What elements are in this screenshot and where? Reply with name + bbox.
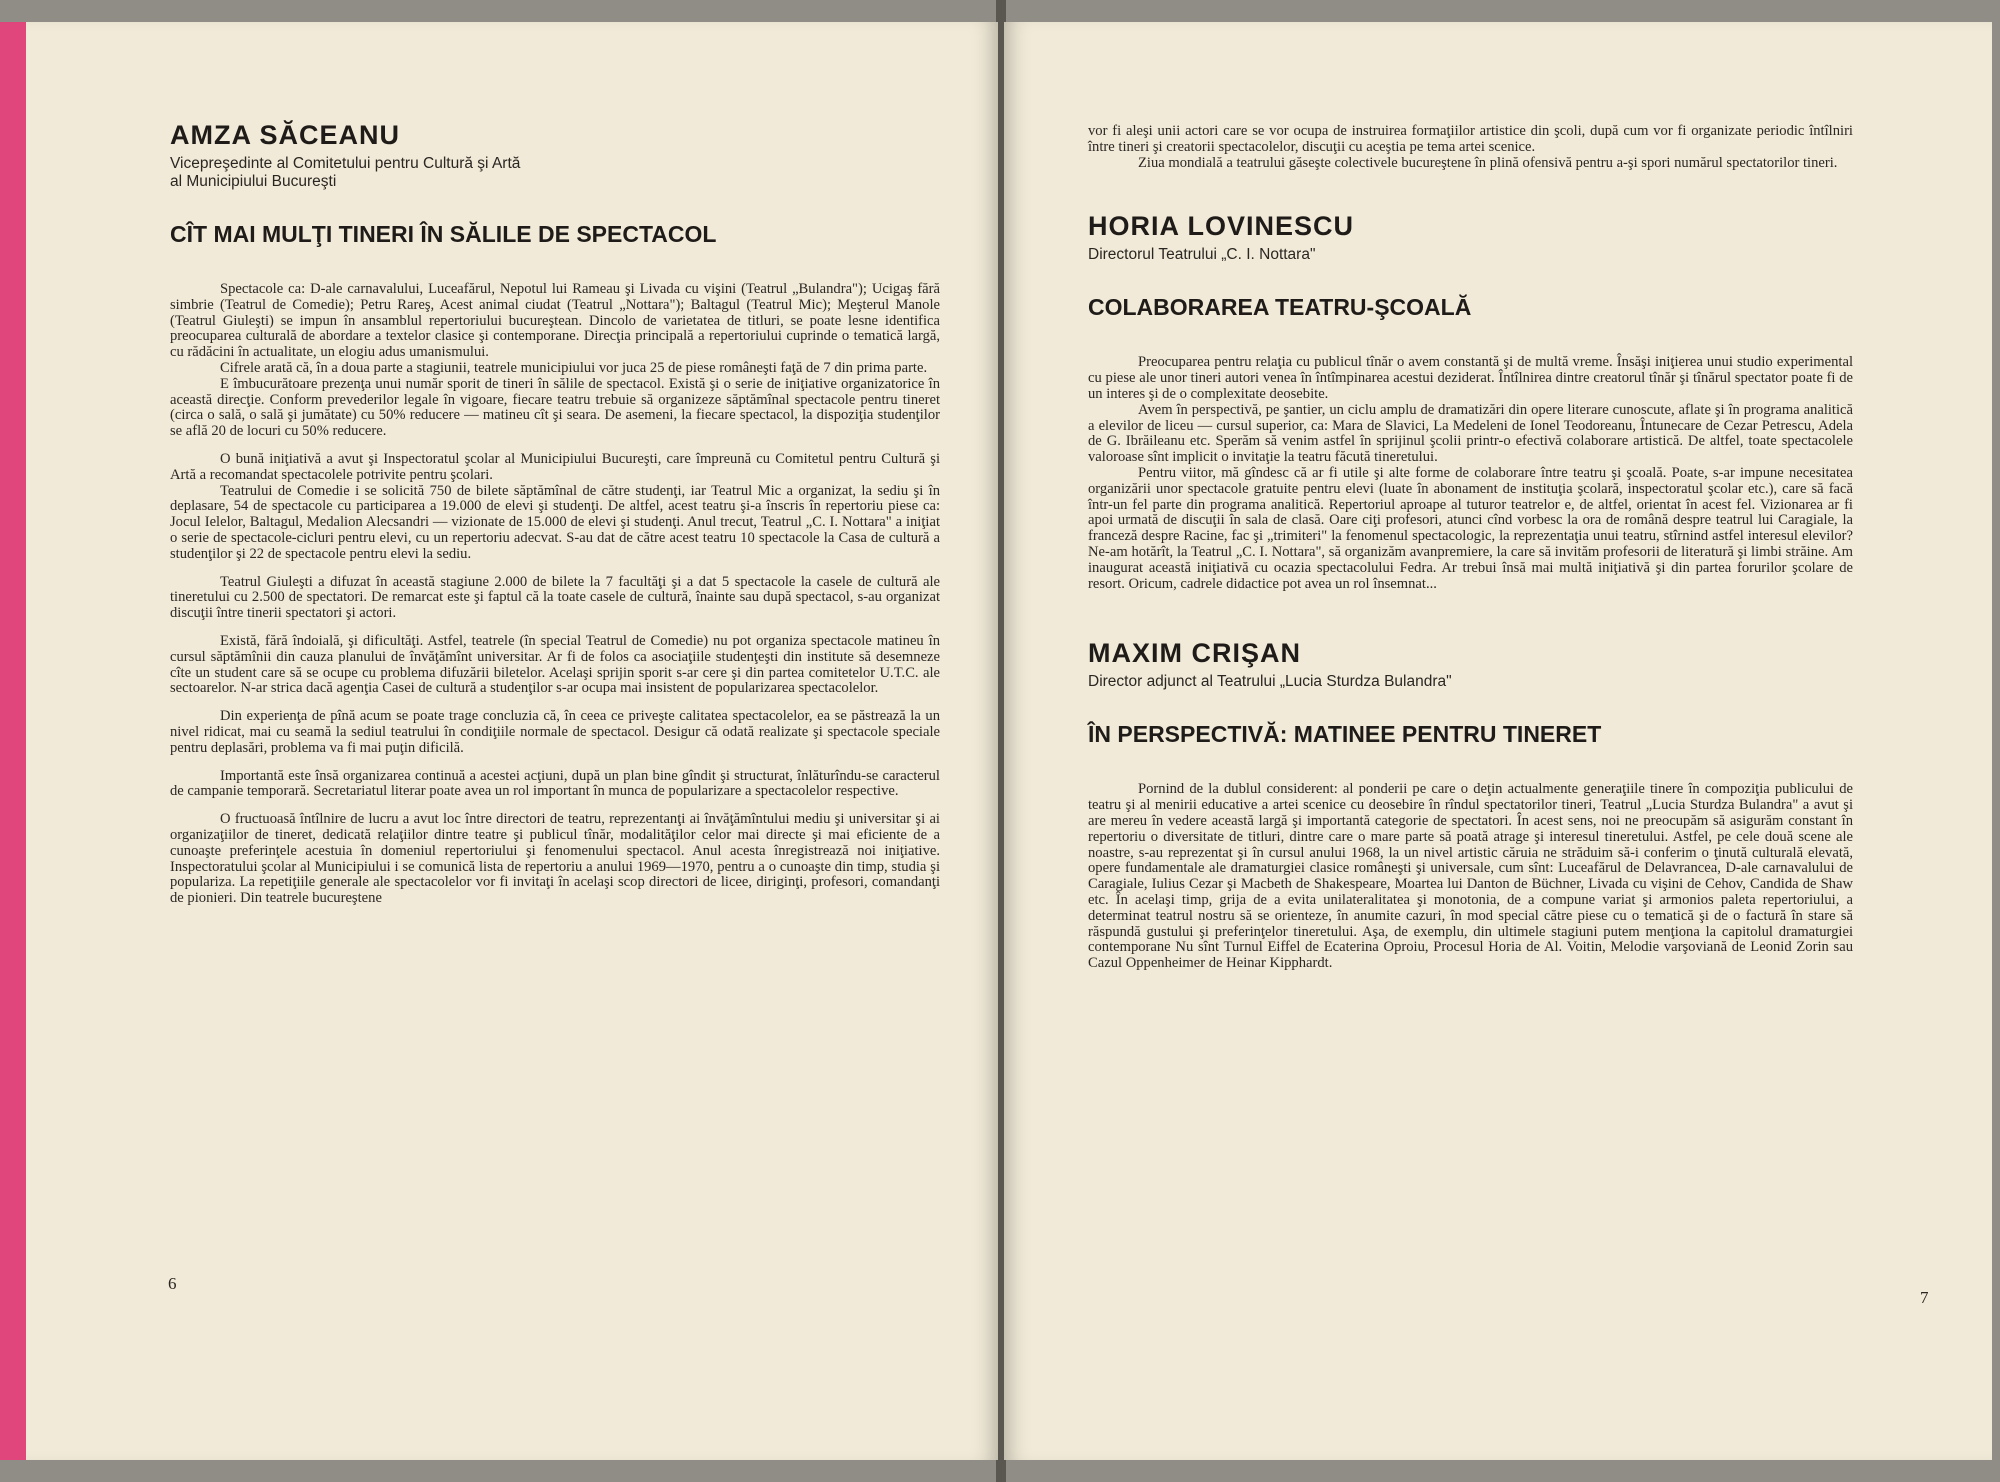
paragraph: Cifrele arată că, în a doua parte a stagiunii, teatrele municipiului vor juca 25 de piese româneşti faţă de 7 din prima parte. — [220, 359, 928, 376]
paragraph: vor fi aleşi unii actori care se vor ocupa de instruirea formaţiilor artistice din şcoli, după cum vor fi organizate periodic întîlniri între tineri şi creatorii spectacolelor, discuţii cu aceştia pe tema artei scenice. — [1088, 123, 1853, 155]
paragraph: Din experienţa de pînă acum se poate trage concluzia că, în ceea ce priveşte calitatea spectacolelor, ea se păstrează la un nivel ridicat, mai cu seamă la sediul teatrului în condiţiile normale de spectacol. Desigur că odată realizate şi spectacole speciale pentru deplasări, problema va fi mai puţin dificilă. — [170, 708, 940, 756]
paragraph: Pentru viitor, mă gîndesc că ar fi utile şi alte forme de colaborare între teatru şi şcoală. Poate, s-ar impune necesitatea organizării unor spectacole gratuite pentru elevi (luate în abonament de instituţia şcolară, inspectoratul şcolar etc.), care să facă într-un fel parte din programa analitică. Repertoriul aproape al tuturor teatrelor e, de altfel, orientat în acest fel. Vizionarea ar fi apoi urmată de discuţii în sala de clasă. Oare ciţi profesori, atunci cînd vorbesc la ora de română despre teatrul lui Caragiale, la franceză despre Racine, fac şi „trimiteri" la fenomenul spectacologic, la reprezentaţia unui teatru, stîrnind astfel interesul elevilor? Ne-am hotărît, la Teatrul „C. I. Nottara", să organizăm avanpremiere, la care să invităm profesorii de literatură şi limbi străine. Am inaugurat această iniţiativă cu ocazia spectacolului Fedra. Ar trebui însă mai multă iniţiativă şi din partea forurilor şcolare de resort. Oricum, cadrele didactice pot avea un rol însemnat... — [1088, 464, 1853, 592]
article-title: CÎT MAI MULŢI TINERI ÎN SĂLILE DE SPECTACOL — [170, 221, 717, 247]
paragraph: O bună iniţiativă a avut şi Inspectoratul şcolar al Municipiului Bucureşti, care împreună cu Comitetul pentru Cultură şi Artă a recomandat spectacolele potrivite pentru şcolari. — [170, 450, 940, 483]
paragraph: Importantă este însă organizarea continuă a acestei acţiuni, după un plan bine gîndit şi structurat, înlăturîndu-se caracterul de campanie temporară. Secretariatul literar poate avea un rol important în munca de popularizare a spectacolelor respective. — [170, 767, 940, 800]
page-number: 6 — [168, 1274, 177, 1293]
author-role-line-2: al Municipiului Bucureşti — [170, 173, 337, 190]
paragraph: Pornind de la dublul considerent: al ponderii pe care o deţin actualmente generaţiile tinere în compoziţia publicului de teatru şi al menirii educative a artei scenice cu deosebire în rîndul spectatorilor tineri, Teatrul „Lucia Sturdza Bulandra" a avut şi are mereu în vedere această largă şi importantă categorie de spectatori. În acest sens, noi ne preocupăm să asigurăm constant în repertoriu o diversitate de titluri, dintre care o mare parte să poată atrage şi interesul tineretului. Astfel, pe cele două scene ale noastre, s-au reprezentat şi în cursul anului 1968, la un nivel artistic căruia ne străduim să-i conferim o ţinută culturală elevată, opere fundamentale ale dramaturgiei clasice româneşti şi universale, cum sînt: Luceafărul de Delavrancea, D-ale carnavalului de Caragiale, Iulius Cezar şi Macbeth de Shakespeare, Moartea lui Danton de Büchner, Livada cu vişini de Cehov, Candida de Shaw etc. În acelaşi timp, grija de a evita unilateralitatea şi monotonia, de a compune variat şi armonios paleta repertoriului, a determinat teatrul nostru să se orienteze, în anumite cazuri, în mod special către piese cu o tematică şi de o factură în stare să răspundă gustului şi preferinţelor tineretului. Aşa, de exemplu, din ultimele stagiuni putem menţiona la capitolul dramaturgiei contemporane Nu sînt Turnul Eiffel de Ecaterina Oproiu, Procesul Horia de Al. Voitin, Melodie varşoviană de Leonid Zorin sau Cazul Oppenheimer de Heinar Kipphardt. — [1088, 781, 1853, 972]
left-page — [20, 22, 998, 1460]
pink-page-edge — [0, 22, 26, 1460]
author-role — [170, 155, 940, 191]
paragraph: Spectacole ca: D-ale carnavalului, Luceafărul, Nepotul lui Rameau şi Livada cu vişini (Teatrul „Bulandra"); Ucigaş fără simbrie (Teatrul de Comedie); Petru Rareş, Acest animal ciudat (Teatrul „Nottara"); Baltagul (Teatrul Mic); Meşterul Manole (Teatrul Giuleşti) se impun în ansamblul repertoriului bucureştean. Dincolo de varietatea de titluri, se poate lesne identifica preocuparea culturală de abordare a textelor clasice şi contemporane. Direcţia principală a repertoriului cuprinde o tematică largă, cu rădăcini în actualitate, un elogiu adus umanismului. — [170, 281, 940, 361]
article-section-crisan — [1088, 638, 1853, 972]
paragraph: Există, fără îndoială, şi dificultăţi. Astfel, teatrele (în special Teatrul de Comedie) nu pot organiza spectacole matineu în cursul săptămînii din cauza planului de învăţămînt universitar. Ar fi de folos ca asociaţiile studenţeşti din institute să desemneze cîte un student care să se ocupe cu problema difuzării biletelor. Acelaşi sprijin sporit s-ar cere şi din partea comitetelor U.T.C. ale sectoarelor. N-ar strica dacă agenţia Casei de cultură a studenţilor s-ar ocupa mai insistent de popularizarea spectacolelor. — [170, 632, 940, 697]
article-title: ÎN PERSPECTIVĂ: MATINEE PENTRU TINERET — [1088, 721, 1602, 748]
author-name: MAXIM CRIŞAN — [1088, 638, 1301, 669]
right-page — [1004, 22, 1992, 1460]
page-number: 7 — [1920, 1288, 1929, 1307]
paragraph: Preocuparea pentru relaţia cu publicul tînăr o avem constantă şi de multă vreme. Însăşi iniţierea unui studio experimental cu piese ale unor tineri autori venea în întîmpinarea acestui deziderat. Întîlnirea dintre creatorul tînăr şi tînărul spectator poate fi de un interes şi de o complexitate deosebite. — [1088, 354, 1853, 402]
left-column — [170, 120, 940, 907]
author-name: HORIA LOVINESCU — [1088, 211, 1355, 242]
author-role: Director adjunct al Teatrului „Lucia Sturdza Bulandra" — [1088, 673, 1452, 691]
author-name: AMZA SĂCEANU — [170, 120, 400, 150]
continuation-section — [1088, 124, 1853, 171]
paragraph: Ziua mondială a teatrului găseşte colectivele bucureştene în plină ofensivă pentru a-şi spori numărul spectatorilor tineri. — [1138, 154, 1838, 171]
paragraph: Teatrul Giuleşti a difuzat în această stagiune 2.000 de bilete la 7 facultăţi şi a dat 5 spectacole la casele de cultură ale tineretului cu 2.500 de spectatori. De remarcat este şi faptul că la toate casele de cultură, înainte sau după spectacol, s-au organizat discuţii între tinerii spectatori şi actori. — [170, 573, 940, 622]
article-section-lovinescu — [1088, 211, 1853, 592]
paragraph: O fructuoasă întîlnire de lucru a avut loc între directori de teatru, reprezentanţi ai învăţămîntului mediu şi universitar şi ai organizaţiilor de tineret, dedicată relaţiilor dintre teatre şi publicul tînăr, modalităţilor celor mai directe şi mai eficiente de a cunoaşte preferinţele acestuia în domeniul repertoriului şi fenomenului spectacol. Anul acesta înregistrează noi iniţiative. Inspectoratului şcolar al Municipiului i se comunică lista de repertoriu a anului 1969—1970, pentru a o cunoaşte din timp, studia şi populariza. La repetiţiile generale ale spectacolelor vor fi invitaţi în acelaşi scop directori de licee, diriginţi, profesori, comandanţi de pionieri. Din teatrele bucureştene — [170, 811, 940, 907]
paragraph: Avem în perspectivă, pe şantier, un ciclu amplu de dramatizări din opere literare cunoscute, aflate şi în programa analitică a elevilor de liceu — cursul superior, ca: Mara de Slavici, La Medeleni de Ionel Teodoreanu, Întunecare de Cezar Petrescu, Adela de G. Ibrăileanu etc. Sperăm să venim astfel în sprijinul şcolii printr-o efectivă colaborare artistică. De altfel, toate spectacolele valoroase sînt implicit o invitaţie la teatru făcută tineretului. — [1088, 401, 1853, 466]
right-column — [1088, 124, 1853, 972]
paragraph: Teatrului de Comedie i se solicită 750 de bilete săptămînal de către studenţi, iar Teatrul Mic a organizat, la sediu şi în deplasare, 54 de spectacole cu participarea a 19.000 de elevi şi studenţi. De altfel, acest teatru şi-a înscris în repertoriu piese ca: Jocul Ielelor, Baltagul, Medalion Alecsandri — vizionate de 15.000 de elevi şi studenţi. Anul trecut, Teatrul „C. I. Nottara" a iniţiat o serie de spectacole-cicluri pentru elevi, cu un repertoriu adecvat. S-au dat de către acest teatru 10 spectacole la Casa de cultură a studenţilor şi 22 de spectacole pentru elevi la sediu. — [170, 482, 940, 562]
article-title: COLABORAREA TEATRU-ŞCOALĂ — [1088, 294, 1472, 321]
paragraph: E îmbucurătoare prezenţa unui număr sporit de tineri în sălile de spectacol. Există şi o serie de iniţiative organizatorice în această direcţie. Conform prevederilor legale în vigoare, fiecare teatru trebuie să organizeze săptămînal spectacole pentru tineret (circa o sală, o sală şi jumătate) cu 50% reducere — matineu cît şi seara. De asemeni, la fiecare spectacol, la dispoziţia studenţilor se află 20 de locuri cu 50% reducere. — [170, 375, 940, 440]
author-role-line-1: Vicepreşedinte al Comitetului pentru Cultură şi Artă — [170, 155, 521, 172]
author-role: Directorul Teatrului „C. I. Nottara" — [1088, 246, 1316, 264]
